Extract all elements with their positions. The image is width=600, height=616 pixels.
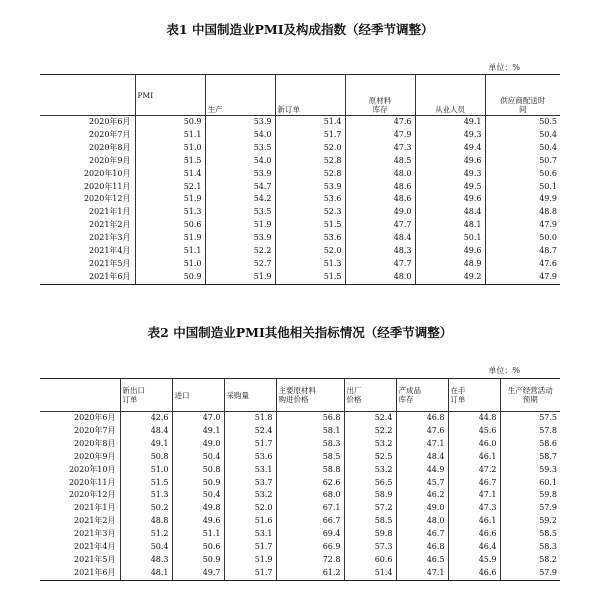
table-cell: 49.3 [415,168,485,181]
table-cell: 53.9 [275,181,345,194]
table-cell: 51.0 [120,464,172,477]
row-month-label: 2020年12月 [83,194,131,204]
table-cell: 50.0 [485,232,560,245]
table-row [40,502,560,515]
table-row [40,181,560,194]
table-cell: 51.9 [205,219,275,232]
table-cell: 49.1 [415,116,485,129]
table-cell: 72.8 [276,554,344,567]
table-cell: 47.6 [345,116,415,129]
table-row [40,129,560,142]
table2-unit-label: 单位：% [488,366,520,375]
table-row [40,412,560,425]
table-cell: 58.6 [500,438,560,451]
row-month-label: 2020年7月 [74,425,116,435]
table-cell: 51.0 [135,258,205,271]
table-row [40,168,560,181]
table-cell: 57.2 [344,502,396,515]
table-cell: 51.5 [135,155,205,168]
table-cell: 53.2 [344,464,396,477]
table-row [40,206,560,219]
table-cell: 58.5 [276,451,344,464]
table-cell: 50.6 [135,219,205,232]
table-cell: 47.7 [345,258,415,271]
table-cell: 46.2 [396,489,448,502]
table-row [40,155,560,168]
row-month-label: 2021年1月 [74,503,116,513]
row-month-label: 2020年10月 [83,168,131,178]
row-month-label: 2021年4月 [89,246,131,256]
pmi-other-indicators-table [40,378,560,581]
table-cell: 57.5 [500,412,560,425]
table-cell: 47.6 [485,258,560,271]
table-cell: 59.8 [344,528,396,541]
table1-body [40,116,560,285]
table-cell: 54.0 [205,155,275,168]
table-row [40,116,560,129]
table-cell: 48.0 [396,515,448,528]
table-cell: 52.2 [344,425,396,438]
table-cell: 49.0 [345,206,415,219]
table-cell: 67.1 [276,502,344,515]
row-month-label: 2020年9月 [89,155,131,165]
table-cell: 49.2 [415,271,485,284]
table-cell: 46.6 [448,528,500,541]
table-cell: 54.7 [205,181,275,194]
table-cell: 48.1 [120,567,172,580]
table-cell: 50.9 [172,477,224,490]
table-cell: 48.4 [345,232,415,245]
table-cell: 59.2 [500,515,560,528]
table-cell: 45.6 [448,425,500,438]
table-cell: 51.9 [135,232,205,245]
table1-title: 表1 中国制造业PMI及构成指数（经季节调整） [166,22,434,37]
table-cell: 51.9 [224,554,276,567]
table-cell: 49.6 [415,193,485,206]
table-row [40,425,560,438]
table-cell: 48.7 [485,245,560,258]
table1-header-supplier-delivery-time: 供应商配送时 间 [485,75,560,116]
table-cell: 53.1 [224,528,276,541]
table-cell: 49.8 [172,502,224,515]
table-cell: 49.4 [415,142,485,155]
table-cell: 49.6 [172,515,224,528]
table-cell: 61.2 [276,567,344,580]
table-cell: 50.6 [485,168,560,181]
table-cell: 58.7 [500,451,560,464]
table-cell: 46.7 [448,477,500,490]
row-month-label: 2021年2月 [89,220,131,230]
table-cell: 52.0 [275,142,345,155]
table2-header-purchase-quantity: 采购量 [224,379,276,412]
table-cell: 49.3 [415,129,485,142]
table-cell: 66.9 [276,541,344,554]
table-cell: 49.1 [172,425,224,438]
table2-header-input-prices: 主要原材料 购进价格 [276,379,344,412]
table-cell: 58.1 [276,425,344,438]
row-month-label: 2021年3月 [74,529,116,539]
table-cell: 59.8 [500,489,560,502]
table-cell: 52.4 [224,425,276,438]
table-row [40,193,560,206]
table-row [40,245,560,258]
table-cell: 51.9 [205,271,275,284]
row-month-label: 2020年6月 [74,413,116,422]
row-month-label: 2021年3月 [89,233,131,243]
table-cell: 54.0 [205,129,275,142]
table-cell: 48.4 [396,451,448,464]
table-cell: 69.4 [276,528,344,541]
table1-header-pmi: PMI [135,75,205,116]
table-cell: 53.9 [205,168,275,181]
table-cell: 48.6 [345,193,415,206]
row-month-label: 2021年5月 [74,554,116,564]
table-cell: 49.9 [485,193,560,206]
table-cell: 48.5 [345,155,415,168]
row-month-label: 2021年4月 [74,542,116,552]
table2-header-backlog-orders: 在手 订单 [448,379,500,412]
row-month-label: 2020年6月 [89,117,131,126]
table-cell: 54.2 [205,193,275,206]
table-cell: 53.5 [205,142,275,155]
table-cell: 62.6 [276,477,344,490]
table-cell: 47.9 [485,271,560,284]
table-cell: 53.6 [275,232,345,245]
table-cell: 58.5 [500,528,560,541]
table-row [40,528,560,541]
table-cell: 58.2 [500,554,560,567]
table-row [40,464,560,477]
table-cell: 48.4 [415,206,485,219]
table-cell: 47.1 [396,567,448,580]
row-month-label: 2020年10月 [68,464,116,474]
row-month-label: 2020年11月 [68,477,116,487]
table-cell: 48.0 [345,168,415,181]
table-cell: 51.4 [135,168,205,181]
table-cell: 47.1 [448,489,500,502]
table2-header-month [40,379,120,412]
table-cell: 57.9 [500,567,560,580]
table-cell: 46.4 [448,541,500,554]
table-cell: 53.6 [224,451,276,464]
table-row [40,541,560,554]
table-cell: 50.4 [485,129,560,142]
table2-title: 表2 中国制造业PMI其他相关指标情况（经季节调整） [147,325,453,340]
table-cell: 46.8 [396,541,448,554]
table-cell: 53.9 [205,116,275,129]
table-cell: 50.4 [172,451,224,464]
row-month-label: 2020年8月 [74,438,116,448]
row-month-label: 2020年8月 [89,142,131,152]
table-cell: 52.2 [205,245,275,258]
table-cell: 53.2 [224,489,276,502]
table1-unit-label: 单位：% [488,63,520,72]
table2-header-finished-goods-inventory: 产成品 库存 [396,379,448,412]
table-row [40,515,560,528]
table1-header-month [40,75,135,116]
table-cell: 48.8 [120,515,172,528]
table-cell: 50.4 [172,489,224,502]
table-cell: 66.7 [276,515,344,528]
table-cell: 48.0 [345,271,415,284]
table-cell: 51.3 [120,489,172,502]
table-cell: 47.7 [345,219,415,232]
table-cell: 52.8 [275,155,345,168]
table-cell: 57.8 [500,425,560,438]
table-cell: 58.3 [500,541,560,554]
row-month-label: 2020年9月 [74,451,116,461]
table-cell: 51.1 [135,129,205,142]
table-cell: 51.0 [135,142,205,155]
table-cell: 50.2 [120,502,172,515]
table-cell: 44.8 [448,412,500,425]
table-cell: 47.2 [448,464,500,477]
table-cell: 53.7 [224,477,276,490]
table-row [40,567,560,580]
table-cell: 49.0 [172,438,224,451]
table-cell: 51.1 [172,528,224,541]
table-cell: 45.9 [448,554,500,567]
table-cell: 56.8 [276,412,344,425]
table-cell: 60.6 [344,554,396,567]
table-cell: 51.4 [275,116,345,129]
table-cell: 51.6 [224,515,276,528]
table-cell: 50.8 [120,451,172,464]
row-month-label: 2021年2月 [74,516,116,526]
table-cell: 51.4 [344,567,396,580]
table-cell: 51.3 [135,206,205,219]
table-cell: 53.1 [224,464,276,477]
table-cell: 51.7 [224,438,276,451]
table-row [40,258,560,271]
table-cell: 50.6 [172,541,224,554]
table-cell: 46.8 [396,412,448,425]
table1-header-raw-material-inventory: 原材料 库存 [345,75,415,116]
table-cell: 50.4 [120,541,172,554]
table-cell: 47.1 [396,438,448,451]
table-cell: 51.2 [120,528,172,541]
table-cell: 60.1 [500,477,560,490]
row-month-label: 2021年6月 [40,271,135,284]
table-cell: 48.3 [345,245,415,258]
table-cell: 51.3 [275,258,345,271]
row-month-label: 2020年12月 [68,490,116,500]
table1-header-production: 生产 [205,75,275,116]
table-cell: 51.8 [224,412,276,425]
table-cell: 46.6 [448,567,500,580]
table-row [40,219,560,232]
table-cell: 50.9 [172,554,224,567]
table-cell: 58.3 [276,438,344,451]
table-cell: 59.3 [500,464,560,477]
table-cell: 58.5 [344,515,396,528]
table-cell: 53.6 [275,193,345,206]
table-cell: 52.7 [205,258,275,271]
table-cell: 48.1 [415,219,485,232]
table2-header-new-export-orders: 新出口 订单 [120,379,172,412]
table-cell: 53.9 [205,232,275,245]
table-cell: 50.7 [485,155,560,168]
table2-header-imports: 进口 [172,379,224,412]
table-cell: 49.0 [396,502,448,515]
table-row [40,451,560,464]
table-cell: 51.5 [120,477,172,490]
table-cell: 51.7 [275,129,345,142]
row-month-label: 2020年7月 [89,129,131,139]
table-cell: 45.7 [396,477,448,490]
table-cell: 51.5 [275,271,345,284]
row-month-label: 2021年1月 [89,207,131,217]
table-cell: 47.9 [345,129,415,142]
table-cell: 50.8 [172,464,224,477]
table-cell: 46.5 [396,554,448,567]
table-cell: 58.9 [344,489,396,502]
table-cell: 46.0 [448,438,500,451]
table-cell: 47.3 [345,142,415,155]
table-cell: 51.7 [224,541,276,554]
table-cell: 49.5 [415,181,485,194]
table1-header-employment: 从业人员 [415,75,485,116]
table-cell: 50.9 [135,271,205,284]
table-row [40,438,560,451]
table-cell: 47.9 [485,219,560,232]
table-cell: 48.6 [345,181,415,194]
table-cell: 52.3 [275,206,345,219]
row-month-label: 2021年5月 [89,258,131,268]
table-cell: 50.9 [135,116,205,129]
table2-header-ex-factory-prices: 出厂 价格 [344,379,396,412]
table-cell: 52.0 [275,245,345,258]
table-cell: 47.3 [448,502,500,515]
table2-body [40,412,560,581]
table-row [40,142,560,155]
table-cell: 50.5 [485,116,560,129]
table-cell: 48.3 [120,554,172,567]
table-cell: 49.7 [172,567,224,580]
row-month-label: 2020年11月 [83,181,131,191]
table-cell: 51.1 [135,245,205,258]
table-cell: 48.8 [485,206,560,219]
table-cell: 49.1 [120,438,172,451]
table-cell: 47.6 [396,425,448,438]
table-cell: 48.9 [415,258,485,271]
table-cell: 46.1 [448,451,500,464]
table-row [40,477,560,490]
table-cell: 57.9 [500,502,560,515]
table-cell: 58.8 [276,464,344,477]
table-cell: 46.1 [448,515,500,528]
row-month-label: 2021年6月 [40,567,120,580]
table-cell: 49.6 [415,155,485,168]
table-row [40,271,560,284]
table-cell: 57.3 [344,541,396,554]
table-cell: 68.0 [276,489,344,502]
table-cell: 50.1 [485,181,560,194]
table-row [40,232,560,245]
table2-header-business-expectations: 生产经营活动 预期 [500,379,560,412]
table-cell: 44.9 [396,464,448,477]
pmi-composition-table [40,74,560,285]
table-cell: 52.4 [344,412,396,425]
table-cell: 53.5 [205,206,275,219]
table-row [40,554,560,567]
table-cell: 42.6 [120,412,172,425]
table-cell: 51.5 [275,219,345,232]
table-cell: 49.6 [415,245,485,258]
table-cell: 50.4 [485,142,560,155]
table1-header-new-orders: 新订单 [275,75,345,116]
table-cell: 48.4 [120,425,172,438]
table-cell: 46.7 [396,528,448,541]
table-cell: 50.1 [415,232,485,245]
table-row [40,489,560,502]
table-cell: 51.9 [135,193,205,206]
table-cell: 56.5 [344,477,396,490]
table-cell: 51.7 [224,567,276,580]
table-cell: 52.8 [275,168,345,181]
table-cell: 52.5 [344,451,396,464]
table-cell: 52.1 [135,181,205,194]
table-cell: 52.0 [224,502,276,515]
table-cell: 47.0 [172,412,224,425]
table-cell: 53.2 [344,438,396,451]
